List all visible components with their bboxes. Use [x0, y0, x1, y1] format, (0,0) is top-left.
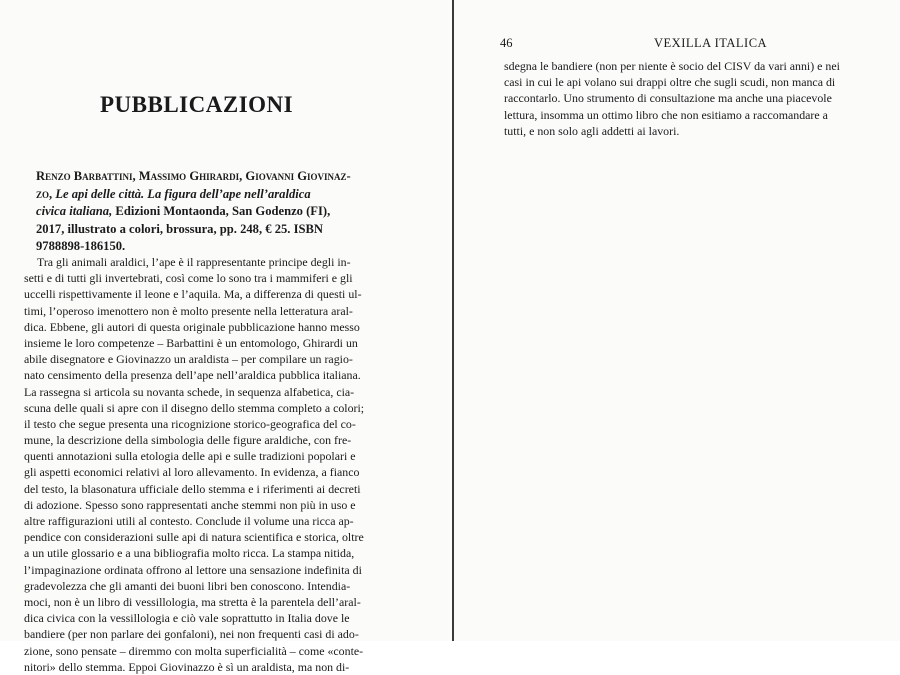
citation-title-part2: civica italiana, — [36, 204, 113, 219]
book-citation — [36, 168, 418, 256]
review-body-line: dica civica con la vessillologia e ciò vale soprattutto in Italia dove le — [24, 611, 350, 626]
review-body-line: del testo, la blasonatura ufficiale dello stemma e i riferimenti ai decreti — [24, 481, 361, 496]
review-body-line: il testo che segue presenta una ricognizione storico-geografica del co- — [24, 416, 356, 431]
citation-publisher: Edizioni Montaonda, San Godenzo (FI), — [115, 204, 331, 219]
review-continuation-line: lettura, insomma un ottimo libro che non esitiamo a raccomandare a — [504, 107, 828, 122]
review-body-line: altre raffigurazioni utili al contesto. Conclude il volume una ricca ap- — [24, 514, 354, 528]
journal-title: VEXILLA ITALICA — [654, 36, 768, 50]
review-body-line: a un utile glossario e a una bibliografia molto ricca. La stampa nitida, — [24, 546, 355, 561]
review-continuation-line: raccontarlo. Uno strumento di consultazione ma anche una piacevole — [504, 91, 832, 106]
review-continuation-line: casi in cui le api volano sui drappi oltre che sugli scudi, non manca di — [504, 75, 836, 90]
review-continuation-line: tutti, e non solo agli addetti ai lavori. — [504, 123, 680, 138]
review-body-line: insieme le loro competenze – Barbattini è un entomologo, Ghirardi un — [24, 335, 358, 350]
review-body-line: nato censimento della presenza dell’ape nell’araldica pubblica italiana. — [24, 368, 361, 383]
citation-title-part1: Le api delle città. La figura dell’ape nell’araldica — [55, 186, 311, 201]
running-head — [500, 36, 868, 52]
review-body-line: moci, non è un libro di vessillologia, ma stretta è la parentela dell’aral- — [24, 594, 361, 609]
review-body-line: Tra gli animali araldici, l’ape è il rappresentante principe degli in- — [37, 255, 351, 269]
review-body-line: quenti annotazioni sulla etologia delle api e sulle tradizioni popolari e — [24, 449, 356, 464]
review-body-line: nitori» dello stemma. Eppoi Giovinazzo è sì un araldista, ma non di- — [24, 659, 350, 674]
citation-details: 2017, illustrato a colori, brossura, pp. 248, € 25. ISBN — [36, 221, 323, 236]
review-body-line: uccelli rispettivamente il leone e l’aquila. Ma, a differenza di questi ul- — [24, 287, 362, 302]
right-page — [454, 0, 900, 641]
review-body-line: gli aspetti economici relativi al loro allevamento. In evidenza, a fianco — [24, 465, 360, 480]
review-body-line: pendice con considerazioni sulle api di natura scientifica e storica, oltre — [24, 530, 364, 545]
section-title: PUBBLICAZIONI — [100, 92, 294, 117]
citation-isbn: 9788898-186150. — [36, 239, 126, 254]
review-body-line: di adozione. Spesso sono rappresentati anche stemmi non più in uso e — [24, 497, 356, 512]
review-body-line: l’impaginazione ordinata offrono al lettore una sensazione indefinita di — [24, 562, 362, 577]
review-body-line: mune, la descrizione della simbologia delle figure araldiche, con fre- — [24, 433, 352, 448]
review-body-line: scuna delle quali si apre con il disegno dello stemma completo a colori; — [24, 400, 365, 415]
review-body — [24, 254, 426, 675]
review-body-line: dica. Ebbene, gli autori di questa originale pubblicazione hanno messo — [24, 319, 360, 334]
review-continuation-line: sdegna le bandiere (non per niente è socio del CISV da vari anni) e nei — [504, 59, 840, 73]
review-body-line: gradevolezza che gli amanti dei buoni libri ben conoscono. Intendia- — [24, 578, 351, 593]
citation-authors: Renzo Barbattini, Massimo Ghirardi, Giovanni Giovinaz- — [36, 169, 351, 183]
review-body-line: setti e di tutti gli invertebrati, così come lo sono tra i mammiferi e gli — [24, 271, 353, 286]
review-body-line: timi, l’operoso imenottero non è molto presente nella letteratura aral- — [24, 303, 353, 318]
page-number: 46 — [500, 36, 513, 50]
review-body-line: bandiere (per non parlare dei gonfaloni), nei non frequenti casi di ado- — [24, 627, 359, 642]
review-continuation — [504, 58, 884, 139]
review-body-line: zione, sono pensate – diremmo con molta superficialità – come «conte- — [24, 643, 364, 658]
review-body-line: La rassegna si articola su novanta schede, in sequenza alfabetica, cia- — [24, 384, 355, 399]
citation-authors-cont: zo, — [36, 186, 53, 201]
review-body-line: abile disegnatore e Giovinazzo un araldista – per compilare un ragio- — [24, 352, 353, 367]
